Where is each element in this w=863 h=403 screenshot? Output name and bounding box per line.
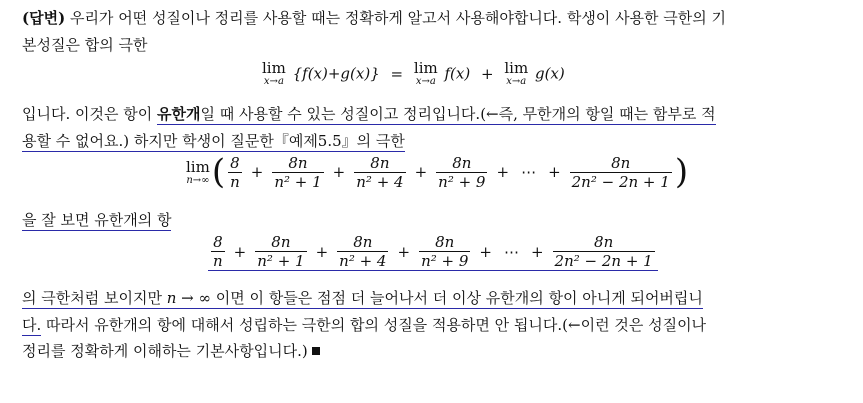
limit-operator: lim n→∞: [186, 157, 210, 186]
end-of-proof-icon: [312, 347, 320, 355]
fraction: $\frac{8n}{\text{n² + 1}}$: [274, 153, 322, 191]
equation-finite-sum: $\frac{8}{n}$ + $\frac{8n}{\text{n² + 1}}$ + $\frac{8n}{\text{n² + 4}}$ + $\frac{8n}{\text{n² + 9}}$ + ⋯ + $\frac{8n}{\text{2n² − 2n + 1}}$: [208, 233, 658, 271]
paragraph-2-line-2: 용할 수 없어요.) 하지만 학생이 질문한『예제5.5』의 극한: [22, 132, 405, 150]
fraction: $\frac{8n}{\text{2n² − 2n + 1}}$: [571, 153, 670, 191]
paragraph-4-line-3: 정리를 정확하게 이해하는 기본사항입니다.): [22, 341, 320, 361]
paragraph-text: 우리가 어떤 성질이나 정리를 사용할 때는 정확하게 알고서 사용해야합니다. 학생이 사용한 극한의 기: [65, 9, 727, 27]
limit-operator: lim x→a: [504, 59, 529, 87]
limit-operator: lim x→a: [413, 59, 438, 87]
equation-example-limit: lim n→∞ ( $\frac{8}{n}$ + $\frac{8n}{\text{n² + 1}}$ + $\frac{8n}{\text{n² + 4}}$ + $\frac{8n}{\text{n² + 9}}$ + ⋯ + $\frac{8n}{\text{2n² − 2n + 1}}$ ): [186, 152, 689, 192]
fraction: $\frac{8}{n}$: [230, 153, 240, 191]
fraction: $\frac{8n}{\text{2n² − 2n + 1}}$: [554, 233, 653, 270]
limit-operator: lim x→a: [262, 59, 286, 87]
fraction: $\frac{8n}{\text{n² + 9}}$: [438, 153, 486, 191]
answer-label: (답변): [22, 9, 66, 27]
paragraph-2-line-1: 입니다. 이것은 항이 유한개일 때 사용할 수 있는 성질이고 정리입니다.(←즉, 무한개의 항일 때는 함부로 적: [22, 105, 716, 123]
fraction: $\frac{8n}{\text{n² + 4}}$: [339, 233, 387, 270]
fraction: $\frac{8n}{\text{n² + 4}}$: [356, 153, 404, 191]
fraction: $\frac{8n}{\text{n² + 1}}$: [257, 233, 305, 270]
paragraph-text: 본성질은 합의 극한: [22, 36, 148, 54]
equation-sum-limit: lim x→a {f(x)+g(x)} = lim x→a f(x) + lim x→a g(x): [262, 59, 565, 87]
inline-math: n → ∞: [166, 289, 211, 307]
paragraph-4-line-2: 다. 따라서 유한개의 항에 대해서 성립하는 극한의 합의 성질을 적용하면 안 됩니다.(←이런 것은 성질이나: [22, 316, 707, 334]
paragraph-4-line-1: 의 극한처럼 보이지만 n → ∞ 이면 이 항들은 점점 더 늘어나서 더 이상 유한개의 항이 아니게 되어버립니: [22, 289, 703, 307]
finite-keyword: 유한개: [157, 105, 201, 123]
fraction: $\frac{8n}{\text{n² + 9}}$: [421, 233, 469, 270]
paragraph-1-line-2: [22, 35, 147, 55]
fraction: $\frac{8}{n}$: [213, 233, 223, 270]
paragraph-1-line-1: [22, 8, 726, 28]
paragraph-3: 을 잘 보면 유한개의 항: [22, 211, 172, 229]
